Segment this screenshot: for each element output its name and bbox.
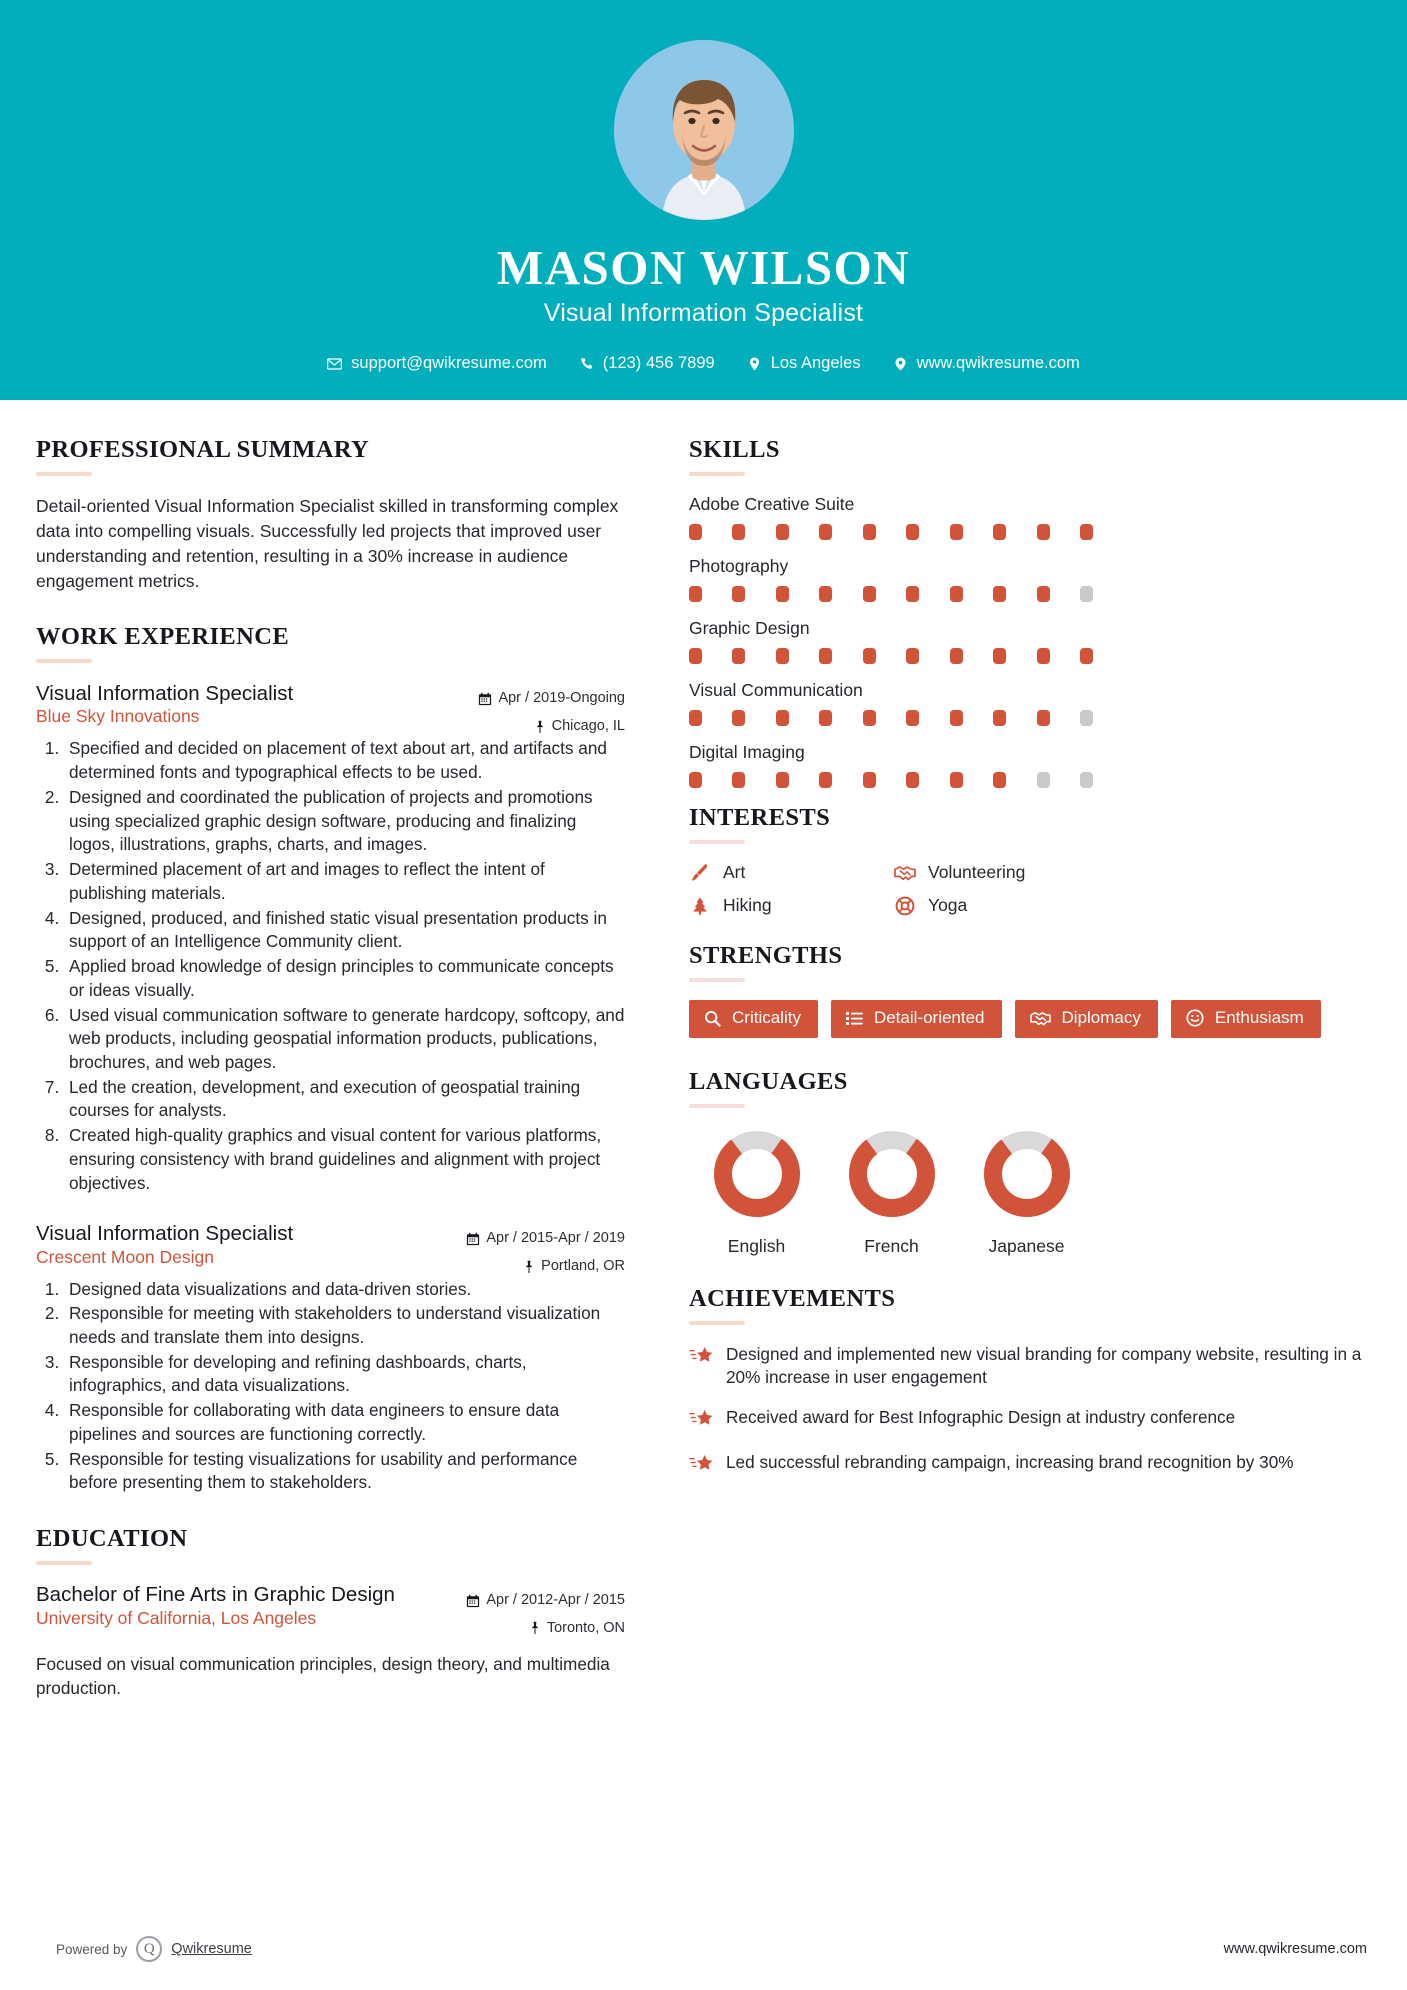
education-item [36,1583,625,1701]
contact-location[interactable] [731,354,877,373]
language-label: Japanese [988,1235,1065,1256]
section-languages [689,1068,1367,1257]
interest-item [894,862,1367,883]
interests-list [689,862,1367,916]
list-icon [846,1011,863,1026]
education-list [36,1583,625,1701]
skill-label: Digital Imaging [689,742,805,762]
avatar-photo-icon [614,40,794,220]
interest-item [689,895,894,916]
language-label: French [864,1235,919,1256]
shooting-star-icon [689,1345,713,1372]
job-meta [445,1221,625,1280]
skill-label: Adobe Creative Suite [689,494,855,514]
education-description: Focused on visual communication principles, design theory, and multimedia production. [36,1654,610,1698]
section-professional-summary [36,436,625,593]
skill-dot-filled [906,586,919,602]
skill-dot-filled [819,648,832,664]
strength-chip[interactable] [831,1000,1002,1038]
smiley-icon [1186,1009,1204,1027]
skill-dot-filled [689,524,702,540]
skill-dot-filled [732,586,745,602]
skill-dot-filled [863,524,876,540]
globe-icon [893,356,908,371]
skill-rating [689,648,1093,664]
pushpin-icon [523,1260,535,1274]
job-location-label: Portland, OR [541,1257,625,1274]
interest-label: Volunteering [928,862,1026,882]
education-location-label: Toronto, ON [546,1619,625,1636]
job-bullet: 1. Specified and decided on placement of text about art, and artifacts and determined fonts and typographical effects to be used. [64,737,625,784]
resume-body [0,400,1407,1701]
skill-dot-filled [950,586,963,602]
job-bullet: 5. Responsible for testing visualizations for usability and performance before presenting them to stakeholders. [64,1448,625,1495]
job-role: Visual Information Specialist [36,682,294,706]
job-company: Blue Sky Innovations [36,706,200,727]
work-experience-item [36,1221,625,1495]
skill-dot-filled [689,586,702,602]
skill-rating [689,772,1093,788]
job-dates [445,685,625,713]
language-donut-chart [979,1126,1075,1222]
skill-dot-filled [993,710,1006,726]
skill-dot-filled [689,648,702,664]
section-rule [689,978,745,982]
skill-dot-filled [819,710,832,726]
skill-dot-filled [689,772,702,788]
skill-dot-filled [863,648,876,664]
achievement-item [689,1406,1367,1435]
section-rule [36,1561,92,1565]
skill-dot-filled [950,648,963,664]
skill-dot-filled [776,772,789,788]
pushpin-icon [529,1621,541,1635]
interest-label: Art [723,862,746,882]
skill-dot-filled [993,524,1006,540]
skill-dot-filled [950,524,963,540]
skill-dot-filled [732,648,745,664]
strength-label: Enthusiasm [1214,1008,1304,1027]
language-label: English [727,1235,786,1256]
job-location [445,713,625,741]
skill-dot-filled [1037,524,1050,540]
job-bullet: 6. Used visual communication software to generate hardcopy, softcopy, and web products, including geospatial information products, publications, brochures, and web pages. [64,1004,625,1075]
section-achievements [689,1285,1367,1480]
language-donut-chart [709,1126,805,1222]
education-dates [445,1587,625,1615]
section-title-languages: LANGUAGES [689,1067,848,1095]
skill-dot-filled [1037,710,1050,726]
skill-dot-filled [819,586,832,602]
interest-label: Hiking [723,895,772,915]
strength-label: Detail-oriented [873,1008,985,1027]
section-rule [36,659,92,663]
tree-icon [689,896,711,916]
powered-by-block [56,1936,252,1962]
job-bullet: 3. Responsible for developing and refining dashboards, charts, infographics, and data visualizations. [64,1351,625,1398]
skill-dot-filled [732,524,745,540]
page-footer [0,1936,1407,1962]
contact-email-label: support@qwikresume.com [351,354,547,373]
job-bullet: 2. Designed and coordinated the publication of projects and promotions using specialized graphic design software, producing and finalizing logos, illustrations, graphs, charts, and images. [64,786,625,857]
section-title-summary: PROFESSIONAL SUMMARY [36,436,370,463]
section-rule [689,472,745,476]
language-item [824,1126,959,1257]
shooting-star-icon [689,1453,713,1475]
map-pin-icon [747,356,762,371]
avatar [614,40,794,220]
strength-chip[interactable] [1015,1000,1158,1038]
job-bullet: 5. Applied broad knowledge of design principles to communicate concepts or ideas visually. [64,955,625,1002]
interest-item [894,895,1367,916]
footer-url: www.qwikresume.com [1223,1941,1367,1957]
skill-dot-empty [1037,772,1050,788]
calendar-icon [466,1594,480,1608]
interest-label: Yoga [928,895,968,915]
calendar-icon [478,692,492,706]
section-work-experience [36,623,625,1495]
section-title-strengths: STRENGTHS [689,942,843,969]
language-donut-chart [844,1126,940,1222]
skill-dot-empty [1080,586,1093,602]
skill-rating [689,586,1093,602]
pushpin-icon [534,720,546,734]
section-title-skills: SKILLS [689,436,780,463]
skill-dot-filled [776,586,789,602]
envelope-icon [327,356,342,371]
languages-list [689,1126,1367,1257]
skill-dot-filled [906,710,919,726]
skill-dot-filled [906,524,919,540]
strength-label: Criticality [732,1008,801,1027]
qwikresume-logo-icon: Q [136,1936,162,1962]
paintbrush-icon [689,863,711,883]
skill-dot-filled [863,586,876,602]
skill-dot-filled [993,648,1006,664]
skill-dot-filled [863,710,876,726]
right-column [655,400,1407,1701]
skill-dot-empty [1080,772,1093,788]
achievement-item [689,1343,1367,1390]
strength-chip[interactable] [1171,1000,1321,1038]
skill-dot-filled [732,772,745,788]
contact-location-label: Los Angeles [770,354,861,373]
skill-dot-filled [732,710,745,726]
skills-list [689,494,1367,788]
section-title-interests: INTERESTS [689,804,831,831]
education-degree: Bachelor of Fine Arts in Graphic Design [36,1583,395,1607]
section-rule [689,1104,745,1108]
skill-dot-filled [950,772,963,788]
job-dates-label: Apr / 2019-Ongoing [498,690,625,707]
contact-phone-label: (123) 456 7899 [602,354,715,373]
handshake-icon [1030,1010,1051,1027]
skill-dot-filled [776,710,789,726]
skill-dot-filled [776,524,789,540]
job-role: Visual Information Specialist [36,1222,294,1246]
skill-dot-filled [1080,648,1093,664]
header-subtitle: Visual Information Specialist [543,299,864,328]
contact-website-label: www.qwikresume.com [916,354,1080,373]
section-education [36,1525,625,1701]
shooting-star-icon [689,1345,713,1367]
skill-dot-filled [993,586,1006,602]
education-location [445,1615,625,1643]
education-meta [445,1583,625,1642]
summary-text: Detail-oriented Visual Information Specialist skilled in transforming complex data into compelling visuals. Successfully led projects that improved user understanding and retention, resulting in a 30% increase in audience engagement metrics. [36,496,619,591]
section-interests [689,804,1367,916]
skill-dot-filled [689,710,702,726]
work-experience-list [36,681,625,1495]
skill-dot-empty [1080,710,1093,726]
skill-dot-filled [906,648,919,664]
interest-item [689,862,894,883]
language-item [689,1126,824,1257]
calendar-icon [466,1232,480,1246]
skill-dot-filled [819,772,832,788]
skill-dot-filled [776,648,789,664]
job-bullet: 2. Responsible for meeting with stakeholders to understand visualization needs and translate them into designs. [64,1302,625,1349]
skill-rating [689,524,1093,540]
search-icon [704,1010,721,1027]
skill-rating [689,710,1093,726]
skill-label: Visual Communication [689,680,863,700]
strength-label: Diplomacy [1061,1008,1141,1027]
phone-icon [579,356,594,371]
contact-website[interactable] [877,354,1096,373]
job-company: Crescent Moon Design [36,1246,214,1267]
achievement-text: Received award for Best Infographic Design at industry conference [726,1407,1236,1428]
section-rule [689,1321,745,1325]
skill-dot-filled [993,772,1006,788]
job-bullet: 4. Responsible for collaborating with data engineers to ensure data pipelines and sources are functioning correctly. [64,1399,625,1446]
work-experience-item [36,681,625,1195]
job-bullet-list [36,737,625,1195]
job-meta [445,681,625,740]
job-bullet-list [36,1278,625,1496]
language-item [959,1126,1094,1257]
skill-label: Photography [689,556,789,576]
section-rule [36,472,92,476]
lifebuoy-icon [894,896,916,916]
shooting-star-icon [689,1408,713,1435]
contact-bar [0,354,1407,373]
section-title-work: WORK EXPERIENCE [36,623,290,651]
job-bullet: 8. Created high-quality graphics and visual content for various platforms, ensuring consistency with brand guidelines and alignment with project objectives. [64,1124,625,1195]
job-bullet: 3. Determined placement of art and images to reflect the intent of publishing materials. [64,858,625,905]
job-bullet: 7. Led the creation, development, and execution of geospatial training courses for analysts. [64,1076,625,1123]
achievement-text: Led successful rebranding campaign, increasing brand recognition by 30% [726,1452,1294,1473]
qwikresume-brand-link[interactable]: Qwikresume [171,1941,252,1957]
achievement-text: Designed and implemented new visual branding for company website, resulting in a 20% increase in user engagement [726,1343,1362,1388]
skill-dot-filled [906,772,919,788]
strengths-list [689,1000,1367,1038]
job-location [445,1253,625,1281]
left-column [0,400,655,1701]
skill-dot-filled [950,710,963,726]
contact-email[interactable] [311,354,563,373]
section-skills [689,436,1367,788]
shooting-star-icon [689,1408,713,1430]
powered-by-label: Powered by [56,1941,128,1957]
skill-dot-filled [1037,648,1050,664]
section-strengths [689,942,1367,1038]
achievement-item [689,1451,1367,1480]
job-dates-label: Apr / 2015-Apr / 2019 [486,1230,625,1247]
handshake-icon [894,864,916,882]
skill-dot-filled [1037,586,1050,602]
job-bullet: 1. Designed data visualizations and data-driven stories. [64,1278,625,1302]
job-bullet: 4. Designed, produced, and finished static visual presentation products in support of an Intelligence Community client. [64,907,625,954]
section-title-education: EDUCATION [36,1525,188,1553]
skill-label: Graphic Design [689,618,810,638]
education-dates-label: Apr / 2012-Apr / 2015 [486,1592,625,1609]
contact-phone[interactable] [563,354,731,373]
section-title-achievements: ACHIEVEMENTS [689,1284,896,1312]
skill-dot-filled [819,524,832,540]
page-title: MASON WILSON [496,240,911,295]
resume-header [0,0,1407,400]
education-school: University of California, Los Angeles [36,1608,317,1629]
strength-chip[interactable] [689,1000,818,1038]
section-rule [689,840,745,844]
skill-dot-filled [1080,524,1093,540]
achievements-list [689,1343,1367,1480]
skill-dot-filled [863,772,876,788]
job-location-label: Chicago, IL [551,717,625,734]
shooting-star-icon [689,1453,713,1480]
job-dates [445,1225,625,1253]
